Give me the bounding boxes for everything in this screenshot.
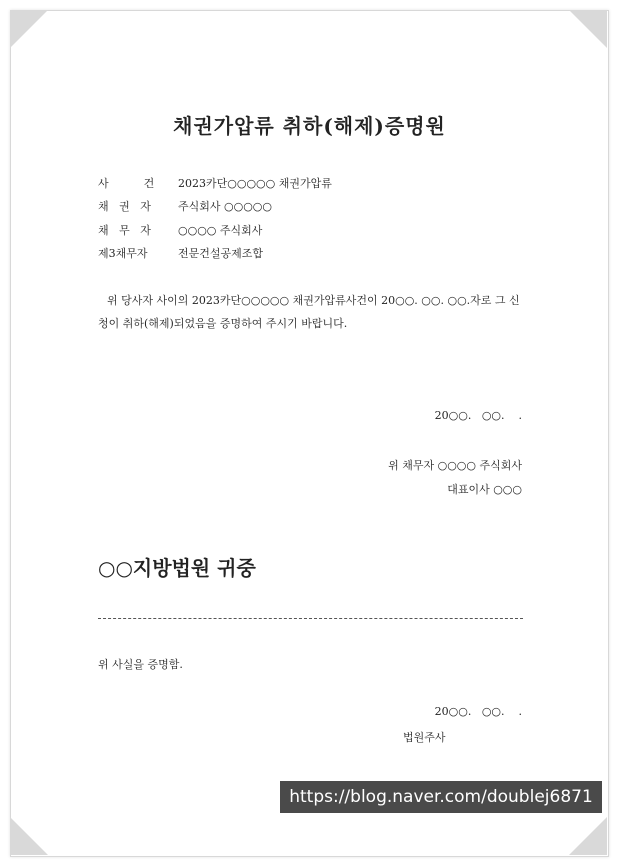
third-debtor-value: 전문건설공제조합	[178, 247, 264, 260]
certify-text: 위 사실을 증명함.	[98, 658, 183, 671]
creditor-label: 채 권 자	[98, 200, 151, 213]
divider	[98, 618, 523, 619]
document-title: 채권가압류 취하(해제)증명원	[173, 114, 446, 138]
debtor-value: ○○○○ 주식회사	[178, 224, 263, 237]
case-label: 사 건	[98, 177, 155, 190]
page-corner-fold	[569, 10, 607, 48]
court-clerk: 법원주사	[403, 731, 446, 744]
court-addressee: ○○지방법원 귀중	[98, 556, 256, 580]
blog-watermark: https://blog.naver.com/doublej6871	[280, 781, 602, 813]
representative: 대표이사 ○○○	[447, 483, 522, 496]
page-corner-fold	[10, 817, 48, 855]
certify-date: 20○○. ○○. .	[434, 705, 522, 718]
page-corner-fold	[569, 817, 607, 855]
case-value: 2023카단○○○○○ 채권가압류	[178, 177, 332, 190]
page-corner-fold	[10, 10, 48, 48]
signer-line: 위 채무자 ○○○○ 주식회사	[388, 459, 522, 472]
third-debtor-label: 제3채무자	[98, 247, 148, 260]
request-body: 위 당사자 사이의 2023카단○○○○○ 채권가압류사건이 20○○. ○○. ○○.자로 그 신청이 취하(해제)되었음을 증명하여 주시기 바랍니다.	[98, 294, 520, 330]
debtor-label: 채 무 자	[98, 224, 151, 237]
request-date: 20○○. ○○. .	[434, 409, 522, 422]
creditor-value: 주식회사 ○○○○○	[178, 200, 272, 213]
